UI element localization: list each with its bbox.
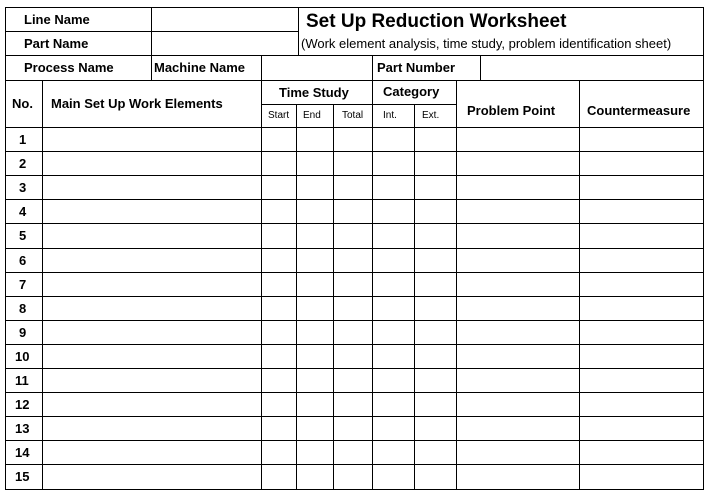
col-total-label: Total bbox=[342, 110, 364, 121]
row-element-cell[interactable] bbox=[42, 199, 262, 224]
row-int-cell[interactable] bbox=[372, 368, 415, 393]
row-end-cell[interactable] bbox=[296, 223, 334, 249]
row-int-cell[interactable] bbox=[372, 199, 415, 224]
row-ext-cell[interactable] bbox=[414, 296, 457, 321]
row-number: 5 bbox=[19, 228, 27, 243]
row-int-cell[interactable] bbox=[372, 272, 415, 297]
row-total-cell[interactable] bbox=[333, 151, 373, 176]
row-total-cell[interactable] bbox=[333, 296, 373, 321]
row-total-cell[interactable] bbox=[333, 368, 373, 393]
row-start-cell[interactable] bbox=[261, 175, 297, 200]
row-start-cell[interactable] bbox=[261, 320, 297, 345]
row-total-cell[interactable] bbox=[333, 464, 373, 490]
row-element-cell[interactable] bbox=[42, 392, 262, 417]
row-element-cell[interactable] bbox=[42, 223, 262, 249]
row-start-cell[interactable] bbox=[261, 151, 297, 176]
row-int-cell[interactable] bbox=[372, 392, 415, 417]
row-element-cell[interactable] bbox=[42, 127, 262, 152]
col-no-label: No. bbox=[12, 96, 33, 111]
row-total-cell[interactable] bbox=[333, 127, 373, 152]
row-countermeasure-cell[interactable] bbox=[579, 416, 704, 441]
row-problem-point-cell[interactable] bbox=[456, 175, 580, 200]
row-ext-cell[interactable] bbox=[414, 440, 457, 465]
row-problem-point-cell[interactable] bbox=[456, 344, 580, 369]
row-start-cell[interactable] bbox=[261, 296, 297, 321]
row-end-cell[interactable] bbox=[296, 296, 334, 321]
row-countermeasure-cell[interactable] bbox=[579, 248, 704, 273]
part-name-value-cell[interactable] bbox=[151, 31, 299, 56]
row-element-cell[interactable] bbox=[42, 248, 262, 273]
row-countermeasure-cell[interactable] bbox=[579, 440, 704, 465]
row-countermeasure-cell[interactable] bbox=[579, 368, 704, 393]
row-end-cell[interactable] bbox=[296, 344, 334, 369]
row-number: 9 bbox=[19, 325, 27, 340]
row-ext-cell[interactable] bbox=[414, 223, 457, 249]
row-problem-point-cell[interactable] bbox=[456, 464, 580, 490]
line-name-label: Line Name bbox=[24, 12, 90, 27]
row-element-cell[interactable] bbox=[42, 175, 262, 200]
row-problem-point-cell[interactable] bbox=[456, 223, 580, 249]
row-total-cell[interactable] bbox=[333, 320, 373, 345]
row-end-cell[interactable] bbox=[296, 416, 334, 441]
line-name-value-cell[interactable] bbox=[151, 7, 299, 32]
row-total-cell[interactable] bbox=[333, 344, 373, 369]
row-problem-point-cell[interactable] bbox=[456, 199, 580, 224]
part-number-value-cell[interactable] bbox=[480, 55, 704, 81]
row-end-cell[interactable] bbox=[296, 127, 334, 152]
row-countermeasure-cell[interactable] bbox=[579, 344, 704, 369]
col-elements-label: Main Set Up Work Elements bbox=[51, 96, 223, 111]
row-element-cell[interactable] bbox=[42, 368, 262, 393]
part-name-label: Part Name bbox=[24, 36, 89, 51]
row-end-cell[interactable] bbox=[296, 151, 334, 176]
row-ext-cell[interactable] bbox=[414, 272, 457, 297]
row-end-cell[interactable] bbox=[296, 272, 334, 297]
part-number-label: Part Number bbox=[377, 60, 456, 75]
machine-name-label: Machine Name bbox=[154, 60, 246, 75]
col-problem-point-label: Problem Point bbox=[467, 103, 556, 118]
row-problem-point-cell[interactable] bbox=[456, 296, 580, 321]
col-countermeasure-label: Countermeasure bbox=[587, 103, 691, 118]
row-int-cell[interactable] bbox=[372, 223, 415, 249]
row-element-cell[interactable] bbox=[42, 440, 262, 465]
row-total-cell[interactable] bbox=[333, 175, 373, 200]
row-element-cell[interactable] bbox=[42, 344, 262, 369]
row-problem-point-cell[interactable] bbox=[456, 127, 580, 152]
row-problem-point-cell[interactable] bbox=[456, 248, 580, 273]
col-start-label: Start bbox=[268, 110, 290, 121]
page-title: Set Up Reduction Worksheet bbox=[306, 11, 567, 32]
row-countermeasure-cell[interactable] bbox=[579, 175, 704, 200]
row-int-cell[interactable] bbox=[372, 464, 415, 490]
col-time-study-label: Time Study bbox=[279, 85, 349, 100]
row-start-cell[interactable] bbox=[261, 223, 297, 249]
row-total-cell[interactable] bbox=[333, 199, 373, 224]
row-number: 15 bbox=[15, 469, 30, 484]
row-end-cell[interactable] bbox=[296, 320, 334, 345]
row-int-cell[interactable] bbox=[372, 344, 415, 369]
row-ext-cell[interactable] bbox=[414, 248, 457, 273]
row-ext-cell[interactable] bbox=[414, 127, 457, 152]
row-end-cell[interactable] bbox=[296, 175, 334, 200]
row-problem-point-cell[interactable] bbox=[456, 440, 580, 465]
row-element-cell[interactable] bbox=[42, 416, 262, 441]
row-end-cell[interactable] bbox=[296, 392, 334, 417]
row-countermeasure-cell[interactable] bbox=[579, 223, 704, 249]
row-ext-cell[interactable] bbox=[414, 464, 457, 490]
row-countermeasure-cell[interactable] bbox=[579, 199, 704, 224]
row-start-cell[interactable] bbox=[261, 127, 297, 152]
row-int-cell[interactable] bbox=[372, 248, 415, 273]
row-start-cell[interactable] bbox=[261, 464, 297, 490]
row-int-cell[interactable] bbox=[372, 127, 415, 152]
row-number: 1 bbox=[19, 132, 27, 147]
row-end-cell[interactable] bbox=[296, 199, 334, 224]
row-total-cell[interactable] bbox=[333, 272, 373, 297]
row-start-cell[interactable] bbox=[261, 416, 297, 441]
row-countermeasure-cell[interactable] bbox=[579, 320, 704, 345]
row-element-cell[interactable] bbox=[42, 320, 262, 345]
machine-name-value-cell[interactable] bbox=[261, 55, 373, 81]
row-ext-cell[interactable] bbox=[414, 416, 457, 441]
row-total-cell[interactable] bbox=[333, 440, 373, 465]
row-problem-point-cell[interactable] bbox=[456, 320, 580, 345]
row-number: 12 bbox=[15, 397, 30, 412]
row-total-cell[interactable] bbox=[333, 248, 373, 273]
row-int-cell[interactable] bbox=[372, 175, 415, 200]
row-problem-point-cell[interactable] bbox=[456, 151, 580, 176]
row-countermeasure-cell[interactable] bbox=[579, 296, 704, 321]
row-end-cell[interactable] bbox=[296, 248, 334, 273]
row-int-cell[interactable] bbox=[372, 320, 415, 345]
row-start-cell[interactable] bbox=[261, 344, 297, 369]
row-element-cell[interactable] bbox=[42, 296, 262, 321]
col-int-label: Int. bbox=[383, 110, 397, 121]
row-problem-point-cell[interactable] bbox=[456, 272, 580, 297]
row-ext-cell[interactable] bbox=[414, 320, 457, 345]
row-problem-point-cell[interactable] bbox=[456, 368, 580, 393]
col-category-label: Category bbox=[383, 84, 440, 99]
row-element-cell[interactable] bbox=[42, 464, 262, 490]
row-total-cell[interactable] bbox=[333, 392, 373, 417]
row-countermeasure-cell[interactable] bbox=[579, 272, 704, 297]
row-problem-point-cell[interactable] bbox=[456, 392, 580, 417]
row-int-cell[interactable] bbox=[372, 296, 415, 321]
row-number: 6 bbox=[19, 253, 27, 268]
row-countermeasure-cell[interactable] bbox=[579, 151, 704, 176]
row-end-cell[interactable] bbox=[296, 440, 334, 465]
row-number: 7 bbox=[19, 277, 27, 292]
row-total-cell[interactable] bbox=[333, 416, 373, 441]
row-number: 10 bbox=[15, 349, 30, 364]
row-ext-cell[interactable] bbox=[414, 392, 457, 417]
row-countermeasure-cell[interactable] bbox=[579, 464, 704, 490]
row-start-cell[interactable] bbox=[261, 199, 297, 224]
row-ext-cell[interactable] bbox=[414, 151, 457, 176]
row-element-cell[interactable] bbox=[42, 272, 262, 297]
row-countermeasure-cell[interactable] bbox=[579, 392, 704, 417]
row-number: 13 bbox=[15, 421, 30, 436]
row-number: 11 bbox=[15, 373, 29, 388]
row-element-cell[interactable] bbox=[42, 151, 262, 176]
row-int-cell[interactable] bbox=[372, 416, 415, 441]
col-ext-label: Ext. bbox=[422, 110, 440, 121]
row-number: 2 bbox=[19, 156, 27, 171]
row-int-cell[interactable] bbox=[372, 151, 415, 176]
row-start-cell[interactable] bbox=[261, 392, 297, 417]
page-subtitle: (Work element analysis, time study, problem identification sheet) bbox=[301, 36, 672, 51]
process-name-label: Process Name bbox=[24, 60, 114, 75]
row-number: 3 bbox=[19, 180, 27, 195]
row-ext-cell[interactable] bbox=[414, 344, 457, 369]
row-start-cell[interactable] bbox=[261, 368, 297, 393]
row-ext-cell[interactable] bbox=[414, 199, 457, 224]
row-number: 4 bbox=[19, 204, 27, 219]
row-start-cell[interactable] bbox=[261, 248, 297, 273]
row-number: 8 bbox=[19, 301, 27, 316]
row-int-cell[interactable] bbox=[372, 440, 415, 465]
row-ext-cell[interactable] bbox=[414, 175, 457, 200]
row-countermeasure-cell[interactable] bbox=[579, 127, 704, 152]
row-end-cell[interactable] bbox=[296, 464, 334, 490]
row-total-cell[interactable] bbox=[333, 223, 373, 249]
row-start-cell[interactable] bbox=[261, 272, 297, 297]
row-start-cell[interactable] bbox=[261, 440, 297, 465]
row-problem-point-cell[interactable] bbox=[456, 416, 580, 441]
row-end-cell[interactable] bbox=[296, 368, 334, 393]
col-end-label: End bbox=[303, 110, 321, 121]
row-ext-cell[interactable] bbox=[414, 368, 457, 393]
row-number: 14 bbox=[15, 445, 30, 460]
